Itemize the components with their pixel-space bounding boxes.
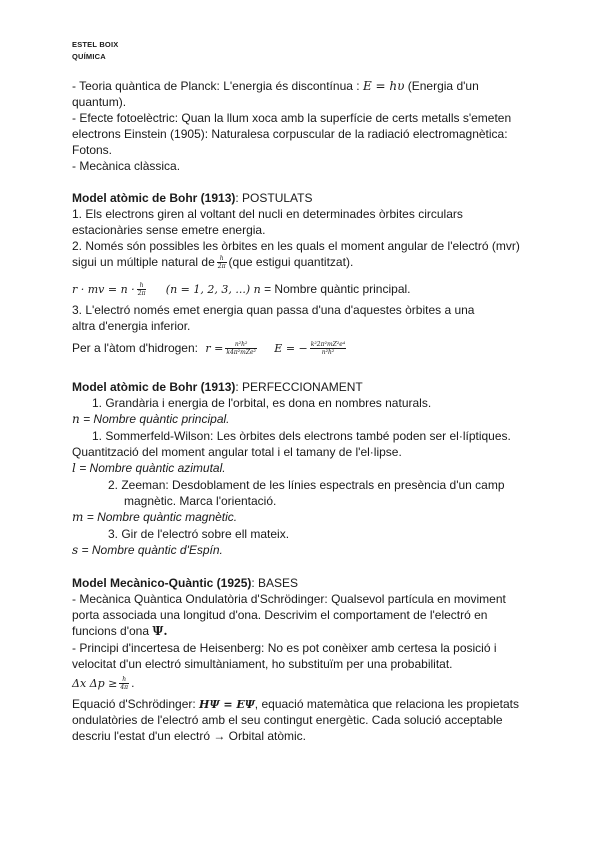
psi-symbol: Ψ. <box>152 624 168 638</box>
m-text: = Nombre quàntic magnètic. <box>86 510 238 524</box>
uncertainty-post: . <box>131 676 135 690</box>
frac-numerator: n²h² <box>225 341 257 349</box>
perf-item-2a: 1. Sommerfeld-Wilson: Les òrbites dels electrons també poden ser el·líptiques. <box>92 429 511 443</box>
l-symbol: l <box>72 461 76 475</box>
section-title-rest: : BASES <box>251 576 299 590</box>
quantic-3c: descriu l'estat d'un electró → Orbital atòmic. <box>72 729 307 743</box>
angular-momentum-equation <box>72 281 411 298</box>
n-symbol: n <box>72 412 80 426</box>
section-title-rest: : POSTULATS <box>235 191 313 205</box>
schrodinger-line <box>72 696 519 713</box>
schrodinger-equation: HΨ = EΨ <box>199 698 255 711</box>
quantic-3b: ondulatòries de l'electró amb el seu contingut energètic. Cada solució acceptable <box>72 713 503 727</box>
l-text: = Nombre quàntic azimutal. <box>79 461 226 475</box>
frac-numerator: h <box>137 282 147 290</box>
s-definition <box>72 542 223 558</box>
quantic-2b: velocitat d'un electró simultàniament, ho substituïm per una probabilitat. <box>72 657 453 671</box>
uncertainty-equation <box>72 675 134 692</box>
frac-denominator: n²h² <box>321 349 335 357</box>
planck-line-2: quantum). <box>72 95 127 109</box>
frac-denominator: k4π²mZe² <box>226 349 256 357</box>
perf-item-2b: Quantització del moment angular total i el tamany de l'el·lipse. <box>72 445 402 459</box>
l-definition <box>72 460 226 476</box>
bohr-postulats-heading <box>72 190 313 206</box>
photo-line-3: Fotons. <box>72 143 113 157</box>
frac-numerator: h <box>119 676 129 684</box>
planck-text-b: (Energia d'un <box>407 79 479 93</box>
planck-equation: E = hυ <box>362 79 405 93</box>
uncertainty-lhs: Δx Δp ≥ <box>72 677 118 690</box>
section-title: Model atòmic de Bohr (1913) <box>72 191 236 205</box>
postulate-1b: estacionàries sense emetre energia. <box>72 223 266 237</box>
energy-lhs: E = − <box>274 342 308 355</box>
section-title: Model atòmic de Bohr (1913) <box>72 380 236 394</box>
header-author: ESTEL BOIX <box>72 40 119 49</box>
m-symbol: m <box>72 510 84 524</box>
postulate-3a: 3. L'electró només emet energia quan passa d'una d'aquestes òrbites a una <box>72 303 475 317</box>
n-text: = Nombre quàntic principal. <box>83 412 230 426</box>
m-definition <box>72 509 237 525</box>
postulate-3b: altra d'energia inferior. <box>72 319 191 333</box>
bohr-perf-heading <box>72 379 363 395</box>
h-over-4pi-fraction <box>119 676 129 691</box>
radius-lhs: r = <box>205 342 224 355</box>
planck-line <box>72 78 479 94</box>
frac-denominator: 2π <box>137 290 146 298</box>
frac-denominator: 4π <box>120 684 129 692</box>
h-over-2pi-fraction <box>217 255 227 270</box>
planck-text: - Teoria quàntica de Planck: L'energia és discontínua : <box>72 79 360 93</box>
postulate-1a: 1. Els electrons giren al voltant del nucli en determinades òrbites circulars <box>72 207 463 221</box>
frac-numerator: k²2π²mZ²e⁴ <box>310 341 346 349</box>
quantic-1a: - Mecànica Quàntica Ondulatòria d'Schrödinger: Qualsevol partícula en moviment <box>72 592 506 606</box>
photo-line-2: electrons Einstein (1905): Naturalesa corpuscular de la radiació electromagnètica: <box>72 127 508 141</box>
schrodinger-text: , equació matemàtica que relaciona les propietats <box>254 697 519 711</box>
classic-line: - Mecànica clàssica. <box>72 159 181 173</box>
frac-numerator: h <box>217 255 227 263</box>
postulate-2a: 2. Només són possibles les òrbites en les quals el moment angular de l'electró (mvr) <box>72 239 520 253</box>
eq-mid: (n = 1, 2, 3, ...) n <box>165 283 261 296</box>
perf-item-4: 3. Gir de l'electró sobre ell mateix. <box>108 527 290 541</box>
perf-item-1: 1. Grandària i energia de l'orbital, es dona en nombres naturals. <box>92 396 432 410</box>
quantic-1b: porta associada una longitud d'ona. Descrivim el comportament de l'electró en <box>72 608 488 622</box>
postulate-2b-post: (que estigui quantitzat). <box>228 255 354 269</box>
header-subject: QUÍMICA <box>72 52 106 61</box>
energy-fraction <box>310 341 346 356</box>
s-text: = Nombre quàntic d'Espín. <box>81 543 223 557</box>
perf-item-3a: 2. Zeeman: Desdoblament de les línies espectrals en presència d'un camp <box>108 478 505 492</box>
hydrogen-label: Per a l'àtom d'hidrogen: <box>72 341 198 355</box>
postulate-2b-text: sigui un múltiple natural de <box>72 255 215 269</box>
photo-line-1: - Efecte fotoelèctric: Quan la llum xoca amb la superfície de certs metalls s'emeten <box>72 111 512 125</box>
eq-lhs: r · mv = n · <box>72 283 135 296</box>
schrodinger-label: Equació d'Schrödinger: <box>72 697 196 711</box>
quantic-2a: - Principi d'incertesa de Heisenberg: No es pot conèixer amb certesa la posició i <box>72 641 497 655</box>
s-symbol: s <box>72 543 79 557</box>
n-definition <box>72 411 230 427</box>
quantic-heading <box>72 575 298 591</box>
perf-item-3b: magnètic. Marca l'orientació. <box>124 494 277 508</box>
quantic-1c <box>72 623 168 639</box>
h-over-2pi-fraction-2 <box>137 282 147 297</box>
postulate-2b <box>72 254 353 270</box>
frac-denominator: 2π <box>217 263 226 271</box>
eq-post: = Nombre quàntic principal. <box>264 282 411 296</box>
section-title: Model Mecànico-Quàntic (1925) <box>72 576 252 590</box>
hydrogen-formulas <box>72 340 348 357</box>
quantic-1c-text: funcions d'ona <box>72 624 150 638</box>
radius-fraction <box>225 341 257 356</box>
section-title-rest: : PERFECCIONAMENT <box>235 380 363 394</box>
